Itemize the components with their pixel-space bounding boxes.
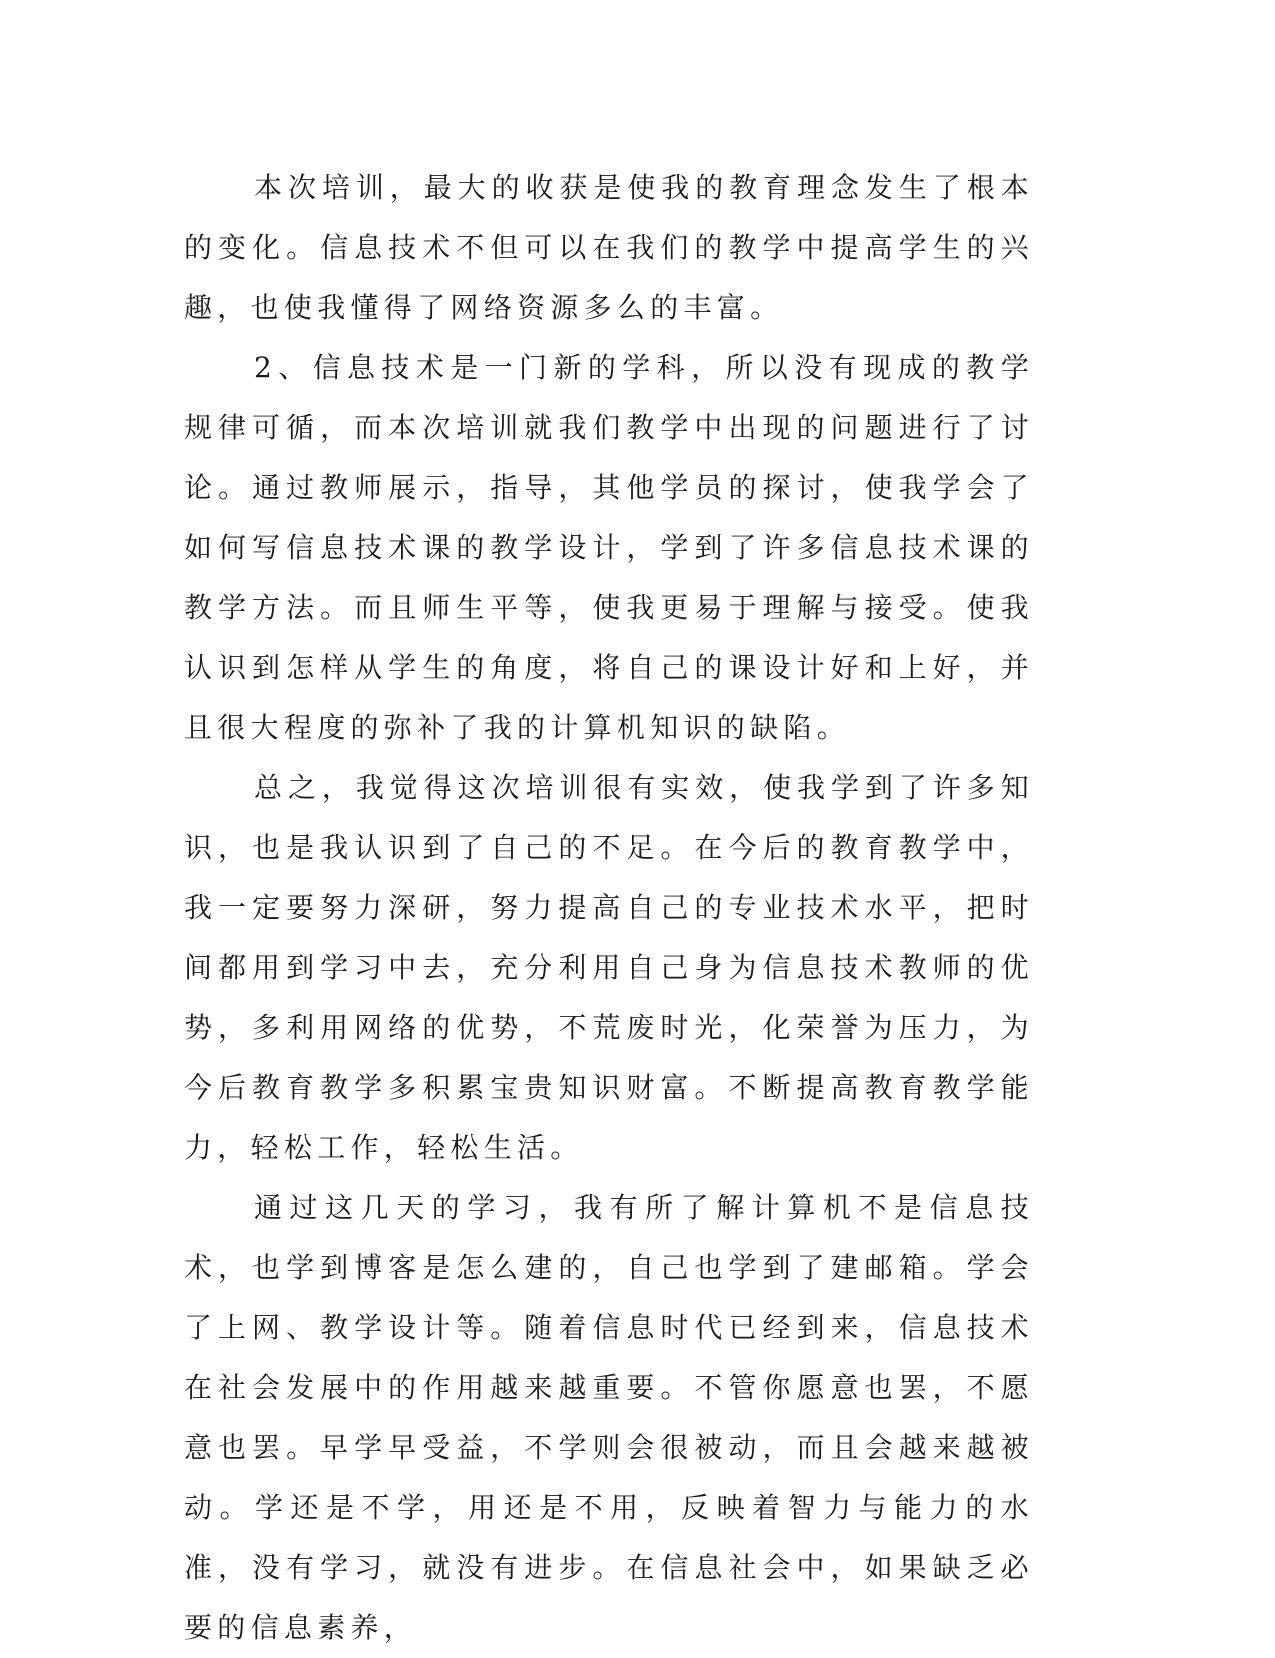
paragraph-4: 通过这几天的学习，我有所了解计算机不是信息技术，也学到博客是怎么建的，自己也学到了建邮箱。学会了上网、教学设计等。随着信息时代已经到来，信息技术在社会发展中的作用越来越重要。不管你愿意也罢，不愿意也罢。早学早受益，不学则会很被动，而且会越来越被动。学还是不学，用还是不用，反映着智力与能力的水准，没有学习，就没有进步。在信息社会中，如果缺乏必要的信息素养，	[184, 1191, 1034, 1644]
paragraph-2: 2、信息技术是一门新的学科，所以没有现成的教学规律可循，而本次培训就我们教学中出现的问题进行了讨论。通过教师展示，指导，其他学员的探讨，使我学会了如何写信息技术课的教学设计，学到了许多信息技术课的教学方法。而且师生平等，使我更易于理解与接受。使我认识到怎样从学生的角度，将自己的课设计好和上好，并且很大程度的弥补了我的计算机知识的缺陷。	[184, 351, 1034, 744]
paragraph-3: 总之，我觉得这次培训很有实效，使我学到了许多知识，也是我认识到了自己的不足。在今后的教育教学中，我一定要努力深研，努力提高自己的专业技术水平，把时间都用到学习中去，充分利用自己身为信息技术教师的优势，多利用网络的优势，不荒废时光，化荣誉为压力，为今后教育教学多积累宝贵知识财富。不断提高教育教学能力，轻松工作，轻松生活。	[184, 771, 1034, 1164]
paragraph-1: 本次培训，最大的收获是使我的教育理念发生了根本的变化。信息技术不但可以在我们的教学中提高学生的兴趣，也使我懂得了网络资源多么的丰富。	[184, 171, 1034, 324]
document-body	[184, 158, 1034, 1658]
